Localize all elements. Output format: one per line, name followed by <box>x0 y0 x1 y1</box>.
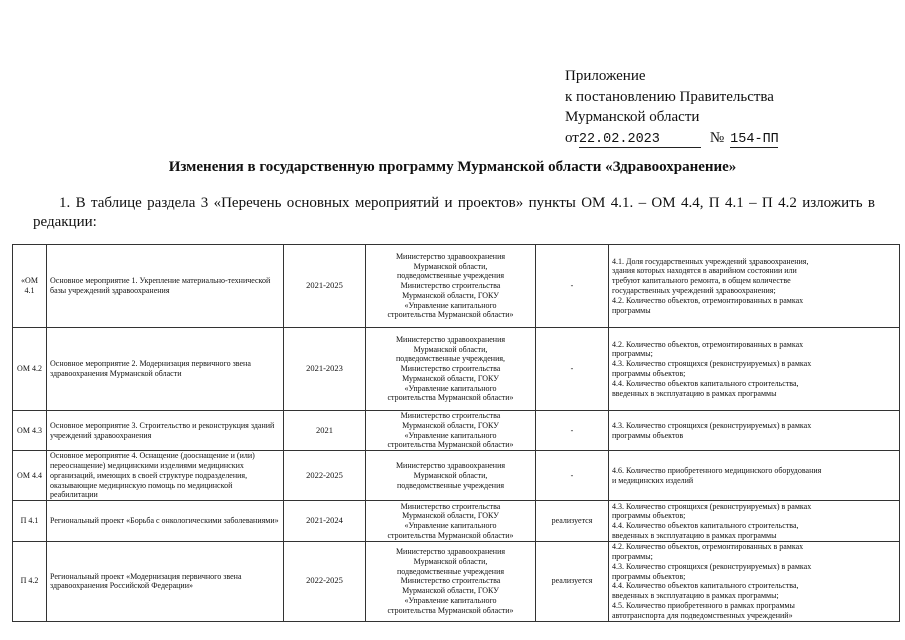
table-row <box>13 501 900 542</box>
executor-line: Мурманской области, <box>413 261 488 271</box>
indicator-line: 4.1. Доля государственных учреждений здравоохранения, <box>612 256 809 266</box>
indicator-line: программы объектов; <box>612 369 686 378</box>
executor-line: Министерство здравоохранения <box>395 547 506 557</box>
executor-line: строительства Мурманской области» <box>387 310 514 320</box>
status-cell: - <box>536 451 609 501</box>
executor-line: Министерство здравоохранения <box>395 460 506 470</box>
executor-line: подведомственные учреждения <box>396 271 505 281</box>
executor-line: подведомственные учреждения <box>396 566 505 576</box>
measure-name: Основное мероприятие 2. Модернизация первичного звена здравоохранения Мурманской области <box>47 328 284 411</box>
executor-line: Мурманской области, ГОКУ <box>402 586 499 596</box>
executor-line: «Управление капитального <box>404 383 497 393</box>
indicator-line: введенных в эксплуатацию в рамках программы <box>612 530 777 540</box>
executor-line: подведомственные учреждения <box>396 480 505 490</box>
row-code: «ОМ 4.1 <box>13 245 47 328</box>
executor-line: Министерство здравоохранения <box>395 251 506 261</box>
intro-paragraph: 1. В таблице раздела 3 «Перечень основных мероприятий и проектов» пункты ОМ 4.1. – ОМ 4.4, П 4.1 – П 4.2 изложить в редакции: <box>33 195 875 230</box>
executor-line: Министерство строительства <box>400 576 501 586</box>
executors-cell <box>366 501 536 542</box>
indicator-line: 4.6. Количество приобретенного медицинского оборудования <box>612 465 822 475</box>
executor-line: Мурманской области, ГОКУ <box>402 511 499 521</box>
executor-line: подведомственные учреждения, <box>395 354 506 364</box>
executor-line: «Управление капитального <box>404 300 497 310</box>
executors-cell <box>366 451 536 501</box>
indicators-cell <box>609 328 900 411</box>
table-row <box>13 451 900 501</box>
indicator-line: 4.4. Количество объектов капитального строительства, <box>612 521 799 531</box>
executor-line: Министерство строительства <box>400 501 501 511</box>
indicator-line: 4.3. Количество строящихся (реконструируемых) в рамках <box>612 501 812 511</box>
executor-line: Министерство здравоохранения <box>395 334 506 344</box>
indicator-line: 4.2. Количество объектов, отремонтированных в рамках <box>612 542 804 552</box>
appendix-line-3: Мурманской области <box>565 109 700 125</box>
table-row <box>13 411 900 451</box>
executors-cell <box>366 411 536 451</box>
indicator-line: 4.2. Количество объектов, отремонтированных в рамках <box>612 339 804 349</box>
implementation-years: 2021-2024 <box>284 501 366 542</box>
executor-line: Мурманской области, <box>413 556 488 566</box>
row-code: ОМ 4.3 <box>13 411 47 451</box>
measures-table <box>12 244 900 622</box>
appendix-line-1: Приложение <box>565 68 646 84</box>
executors-cell <box>366 328 536 411</box>
indicator-line: 4.5. Количество приобретенного в рамках программы <box>612 600 795 610</box>
indicator-line: 4.3. Количество строящихся (реконструируемых) в рамках <box>612 420 812 430</box>
indicators-cell <box>609 542 900 621</box>
executor-line: строительства Мурманской области» <box>387 440 514 450</box>
executor-line: «Управление капитального <box>404 521 497 531</box>
indicator-line: 4.4. Количество объектов капитального строительства, <box>612 378 799 388</box>
status-cell: - <box>536 328 609 411</box>
executors-cell <box>366 542 536 621</box>
executor-line: Министерство строительства <box>400 364 501 374</box>
indicator-line: требуют капитального ремонта, в общем количестве <box>612 276 791 286</box>
indicator-line: 4.2. Количество объектов, отремонтированных в рамках <box>612 295 804 305</box>
implementation-years: 2022-2025 <box>284 451 366 501</box>
measure-name: Основное мероприятие 1. Укрепление материально-технической базы учреждений здравоохранения <box>47 245 284 328</box>
executor-line: строительства Мурманской области» <box>387 530 514 540</box>
executor-line: «Управление капитального <box>404 430 497 440</box>
indicator-line: введенных в эксплуатацию в рамках программы; <box>612 591 779 601</box>
indicators-cell <box>609 501 900 542</box>
indicator-line: программы <box>612 305 651 315</box>
executor-line: «Управление капитального <box>404 596 497 606</box>
status-cell: реализуется <box>536 542 609 621</box>
implementation-years: 2022-2025 <box>284 542 366 621</box>
indicator-line: и медицинских изделий <box>612 475 694 485</box>
indicator-line: программы объектов; <box>612 571 686 581</box>
executor-line: Министерство строительства <box>400 281 501 291</box>
executors-cell <box>366 245 536 328</box>
table-row <box>13 328 900 411</box>
date-prefix: от <box>565 129 579 146</box>
number-sign: № <box>709 129 725 146</box>
indicator-line: здания которых находятся в аварийном состоянии или <box>612 266 797 276</box>
implementation-years: 2021-2023 <box>284 328 366 411</box>
indicators-cell <box>609 411 900 451</box>
indicators-cell <box>609 245 900 328</box>
measure-name: Основное мероприятие 4. Оснащение (дооснащение и (или) переоснащение) медицинскими изделиями медицинских организаций, имеющих в своей структуре подразделения, оказывающие медицинскую помощь по медицинской реабилитации <box>47 451 284 501</box>
executor-line: Мурманской области, <box>413 470 488 480</box>
indicator-line: программы объектов; <box>612 511 686 521</box>
appendix-block <box>565 66 885 148</box>
row-code: П 4.2 <box>13 542 47 621</box>
measure-name: Основное мероприятие 3. Строительство и реконструкция зданий учреждений здравоохранения <box>47 411 284 451</box>
status-cell: реализуется <box>536 501 609 542</box>
table-row <box>13 245 900 328</box>
appendix-line-2: к постановлению Правительства <box>565 88 774 105</box>
executor-line: Мурманской области, ГОКУ <box>402 290 499 300</box>
executor-line: Мурманской области, <box>413 344 488 354</box>
executor-line: Мурманской области, ГОКУ <box>402 420 499 430</box>
indicator-line: программы; <box>612 551 653 561</box>
implementation-years: 2021 <box>284 411 366 451</box>
implementation-years: 2021-2025 <box>284 245 366 328</box>
indicator-line: автотранспорта для подведомственных учреждений» <box>612 610 793 620</box>
status-cell: - <box>536 411 609 451</box>
executor-line: строительства Мурманской области» <box>387 605 514 615</box>
indicator-line: 4.3. Количество строящихся (реконструируемых) в рамках <box>612 561 812 571</box>
row-code: ОМ 4.4 <box>13 451 47 501</box>
indicator-line: 4.4. Количество объектов капитального строительства, <box>612 581 799 591</box>
indicator-line: введенных в эксплуатацию в рамках программы <box>612 388 777 398</box>
row-code: П 4.1 <box>13 501 47 542</box>
executor-line: Министерство строительства <box>400 411 501 420</box>
table-row <box>13 542 900 621</box>
indicator-line: программы объектов <box>612 430 684 440</box>
number-value: 154-ПП <box>730 131 779 147</box>
indicators-cell <box>609 451 900 501</box>
executor-line: Мурманской области, ГОКУ <box>402 373 499 383</box>
row-code: ОМ 4.2 <box>13 328 47 411</box>
indicator-line: программы; <box>612 349 653 359</box>
date-value: 22.02.2023 <box>579 132 701 148</box>
status-cell: - <box>536 245 609 328</box>
executor-line: строительства Мурманской области» <box>387 393 514 403</box>
document-title: Изменения в государственную программу Мурманской области «Здравоохранение» <box>168 159 737 175</box>
measure-name: Региональный проект «Модернизация первичного звена здравоохранения Российской Федерации» <box>47 542 284 621</box>
measure-name: Региональный проект «Борьба с онкологическими заболеваниями» <box>47 501 284 542</box>
appendix-date-row <box>565 128 885 149</box>
indicator-line: 4.3. Количество строящихся (реконструируемых) в рамках <box>612 359 812 369</box>
indicator-line: государственных учреждений здравоохранения; <box>612 286 776 295</box>
